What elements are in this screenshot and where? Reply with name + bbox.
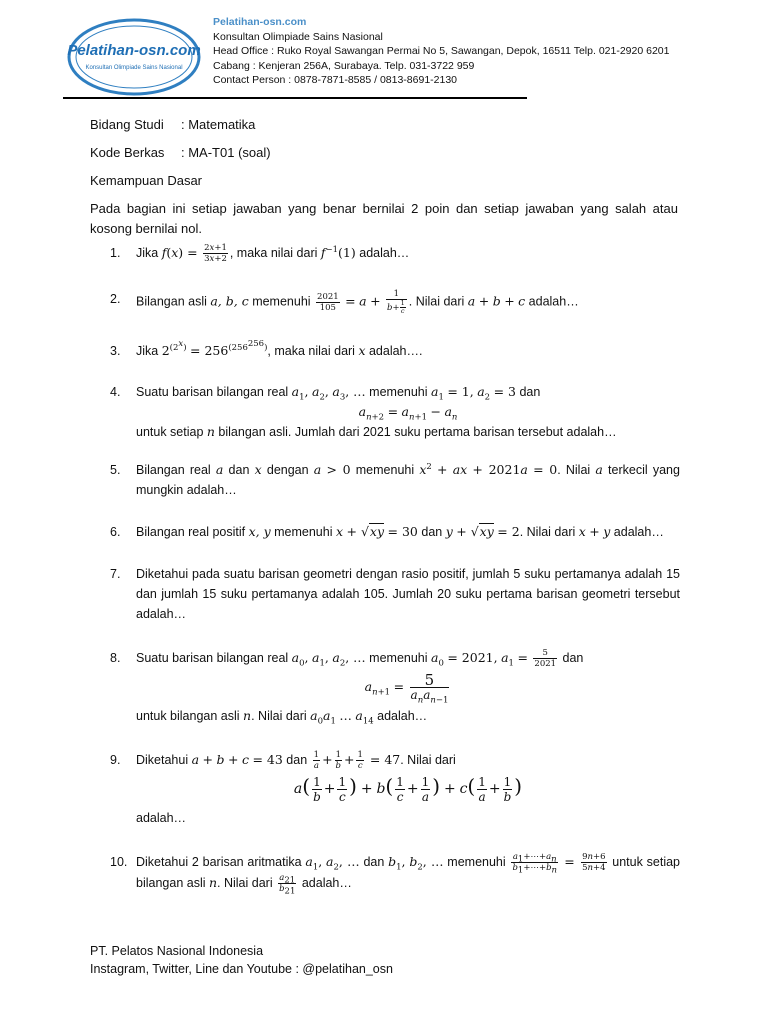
question-10: 10. Diketahui 2 barisan aritmatika $a_1$, $a_2$, … dan $b_1$, $b_2$, … memenuhi $\frac{a_1+\cdots+a_n}{b_1+\cdots+b_n}$ = $\frac{9n+6}{5n+4}$ untuk setiap bilangan asli n. Nilai dari $\frac{a_{21}}{b_{21}}$ adalah… [110,852,680,898]
question-number: 5. [110,463,121,477]
file-code-label: Kode Berkas [90,145,165,160]
section-title: Kemampuan Dasar [90,173,202,188]
svg-text:Pelatihan-osn.com: Pelatihan-osn.com [67,42,201,59]
svg-text:Konsultan Olimpiade Sains Nasi: Konsultan Olimpiade Sains Nasional [85,65,183,71]
header-contact-block [213,15,669,88]
subject-label: Bidang Studi [90,117,164,132]
question-number: 1. [110,246,121,260]
question-number: 9. [110,753,121,767]
question-number: 3. [110,344,121,358]
file-code-row [90,145,271,160]
question-7-text: Diketahui pada suatu barisan geometri dengan rasio positif, jumlah 5 suku pertamanya adalah 15 dan jumlah 15 suku pertamanya adalah 105. Jumlah 20 suku pertama barisan geometri tersebut adalah… [136,567,680,621]
footer [90,942,393,978]
subject-value: : Matematika [181,117,256,132]
header-branch: Cabang : Kenjeran 256A, Surabaya. Telp. 031-3722 959 [213,59,475,72]
question-number: 10. [110,855,128,869]
header-office: Head Office : Ruko Royal Sawangan Permai No 5, Sawangan, Depok, 16511 Telp. 021-2920 6201 [213,45,670,57]
intro-paragraph: Pada bagian ini setiap jawaban yang benar bernilai 2 poin dan setiap jawaban yang salah atau kosong bernilai nol. [90,201,678,236]
header-divider [63,97,527,99]
question-number: 4. [110,385,121,399]
footer-social: Instagram, Twitter, Line dan Youtube : @pelatihan_osn [90,962,393,976]
question-4: 4. Suatu barisan bilangan real $a_1$, $a_2$, $a_3$, … memenuhi $a_1 = 1$, $a_2 = 3$ dan $a_{n+2} = a_{n+1} - a_n$ untuk setiap n bilangan asli. Jumlah dari 2021 suku pertama barisan tersebut adalah… [110,384,617,439]
question-number: 7. [110,567,121,581]
question-6: 6. Bilangan real positif x, y memenuhi x + √xy = 30 dan y + √xy = 2. Nilai dari x + y adalah… [110,522,680,542]
question-2: 2. Bilangan asli a, b, c memenuhi $\frac{2021}{105}$ = a + 1 b+ $\frac{1}{c}$ . Nilai dari a + b + c adalah… [110,289,579,315]
question-1: 1. Jika f(x) = $\frac{2x+1}{3x+2}$ , maka nilai dari $f^{-1}(1)$ adalah… [110,243,410,265]
file-code-value: : MA-T01 (soal) [181,145,271,160]
header-contact: Contact Person : 0878-7871-8585 / 0813-8691-2130 [213,74,458,86]
question-number: 6. [110,525,121,539]
header-tagline: Konsultan Olimpiade Sains Nasional [213,30,383,43]
question-5: 5. Bilangan real a dan x dengan a > 0 memenuhi $x^2$ + ax + 2021a = 0. Nilai a terkecil yang mungkin adalah… [110,461,680,497]
site-name[interactable]: Pelatihan-osn.com [213,16,307,28]
subject-row [90,117,255,132]
footer-company: PT. Pelatos Nasional Indonesia [90,944,264,958]
question-3: 3. Jika $2^{(2^x)} = 256^{(256^{256})}$, maka nilai dari x adalah…. [110,341,680,361]
company-logo [66,17,202,97]
question-number: 2. [110,292,121,306]
question-8: 8. Suatu barisan bilangan real $a_0$, $a_1$, $a_2$, … memenuhi $a_0 = 2021$, $a_1$ = $\frac{5}{2021}$ dan $a_{n+1}$ = $\frac{5}{a_na_{n-1}}$ untuk bilangan asli n. Nilai dari $a_0a_1$ … $a_{14}$ adalah… [110,648,584,727]
question-7 [110,564,680,624]
question-9: 9. Diketahui a + b + c = 43 dan $\frac{1}{a}$ + $\frac{1}{b}$ + $\frac{1}{c}$ = 47. Nilai dari a( $\frac{1}{b}$ + $\frac{1}{c}$ ) + b( $\frac{1}{c}$ + $\frac{1}{a}$ ) + c( $\frac{1}{a}$ + $\frac{1}{b}$ ) adalah… [110,750,523,826]
question-number: 8. [110,651,121,665]
